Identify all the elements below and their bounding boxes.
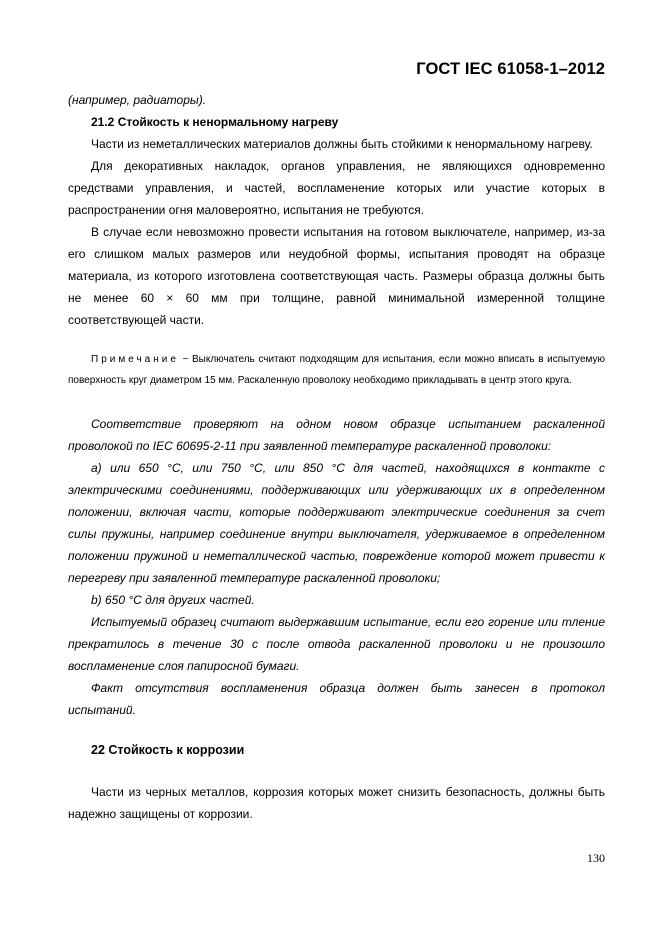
paragraph: Для декоративных накладок, органов управления, не являющихся одновременно средствами управления, и частей, воспламенение которых или участие которых в распространении огня маловероятно, испытания не требуются. [68, 159, 605, 217]
compliance-paragraph: Факт отсутствия воспламенения образца должен быть занесен в протокол испытаний. [68, 681, 605, 717]
note-text: − Выключатель считают подходящим для испытания, если можно вписать в испытуемую поверхность круг диаметром 15 мм. Раскаленную проволоку необходимо прикладывать в центр этого круга. [68, 354, 605, 386]
page-number: 130 [587, 851, 605, 865]
standard-header: ГОСТ IEC 61058-1–2012 [416, 60, 605, 78]
note [68, 349, 605, 391]
section-22-title: 22 Стойкость к коррозии [91, 743, 245, 757]
page-content [68, 89, 605, 825]
compliance-paragraph: Испытуемый образец считают выдержавшим испытание, если его горение или тление прекратилось в течение 30 с после отвода раскаленной проволоки и не произошло воспламенение слоя папиросной бумаги. [68, 615, 605, 673]
compliance-paragraph: b) 650 °С для других частей. [91, 593, 255, 607]
section-21-2-title: 21.2 Стойкость к ненормальному нагреву [91, 115, 339, 129]
paragraph: Части из черных металлов, коррозия которых может снизить безопасность, должны быть надежно защищены от коррозии. [68, 785, 605, 821]
compliance-paragraph: Соответствие проверяют на одном новом образце испытанием раскаленной проволокой по IEC 60695-2-11 при заявленной температуре раскаленной проволоки: [68, 417, 605, 453]
continued-paragraph: (например, радиаторы). [68, 93, 207, 107]
compliance-paragraph: a) или 650 °С, или 750 °С, или 850 °С для частей, находящихся в контакте с электрическими соединениями, поддерживающих или удерживающих их в определенном положении, включая части, которые поддерживают электрические соединения за счет силы пружины, например соединение внутри выключателя, удерживаемое в определенном положении пружиной и неметаллической частью, повреждение которой может привести к перегреву при заявленной температуре раскаленной проволоки; [68, 461, 605, 585]
paragraph: Части из неметаллических материалов должны быть стойкими к ненормальному нагреву. [91, 137, 593, 151]
note-label: Примечание [91, 354, 179, 365]
paragraph: В случае если невозможно провести испытания на готовом выключателе, например, из-за его слишком малых размеров или неудобной формы, испытания проводят на образце материала, из которого изготовлена соответствующая часть. Размеры образца должны быть не менее 60 × 60 мм при толщине, равной минимальной измеренной толщине соответствующей части. [68, 225, 605, 327]
